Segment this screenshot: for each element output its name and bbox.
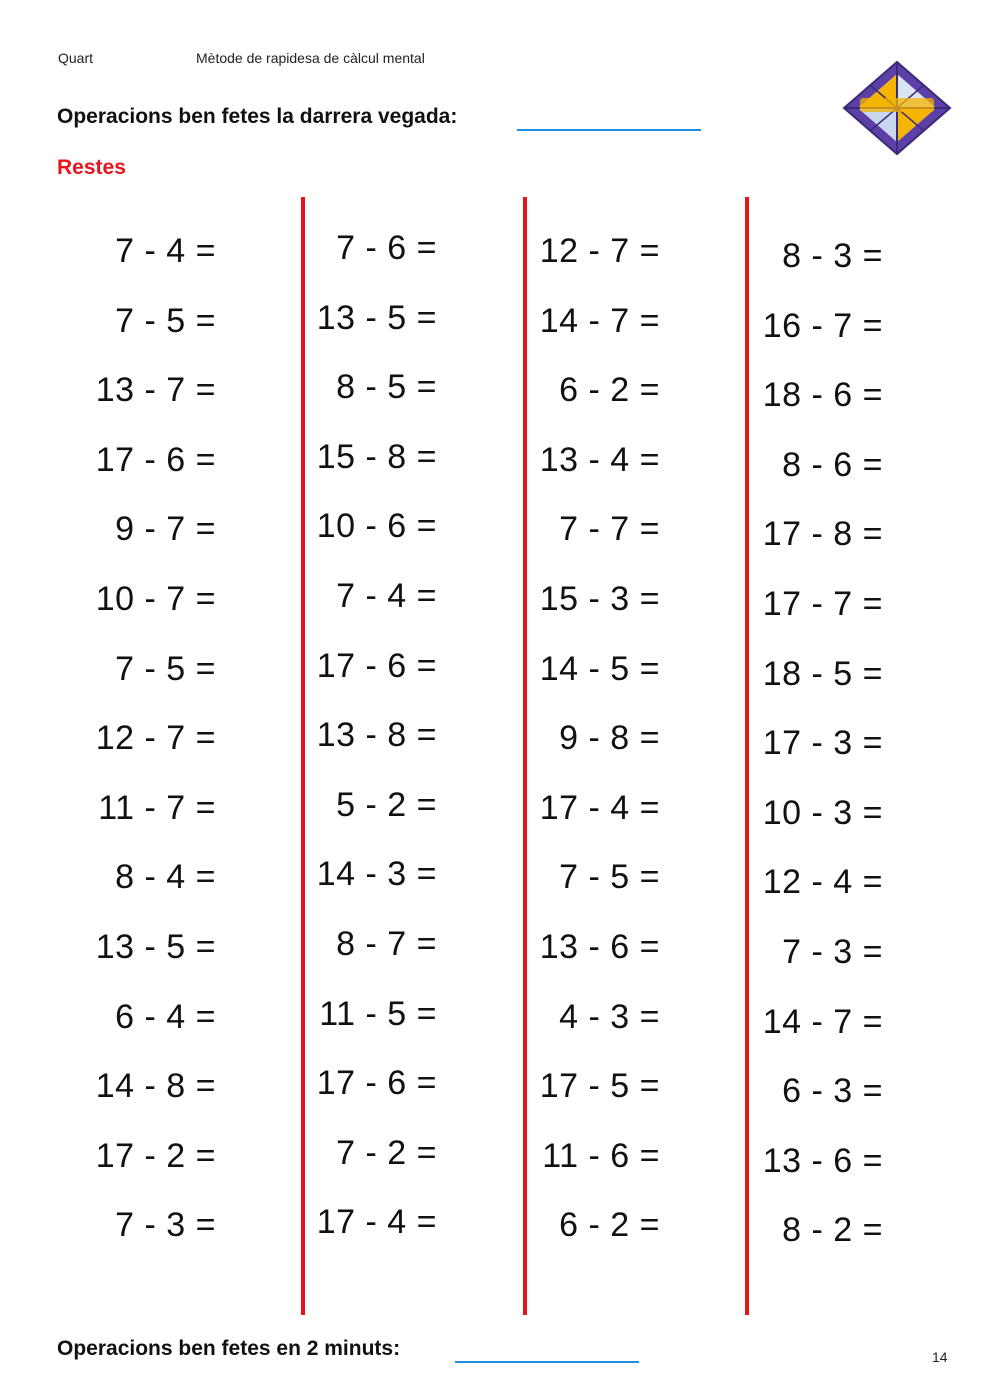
header-method: Mètode de rapidesa de càlcul mental: [196, 50, 425, 66]
subtraction-item: 17 - 6 =: [316, 646, 437, 685]
subtraction-item: 7 - 7 =: [559, 510, 660, 549]
subtraction-item: 13 - 8 =: [316, 716, 437, 755]
subtraction-item: 8 - 3 =: [782, 237, 883, 275]
subtraction-item: 8 - 2 =: [782, 1211, 883, 1250]
subtraction-item: 10 - 6 =: [316, 507, 437, 546]
subtraction-item: 6 - 4 =: [115, 997, 216, 1036]
section-title: Restes: [57, 156, 126, 179]
subtraction-item: 7 - 6 =: [336, 229, 437, 267]
subtraction-item: 7 - 5 =: [115, 301, 216, 340]
subtraction-item: 11 - 6 =: [542, 1136, 660, 1175]
subtraction-item: 11 - 7 =: [98, 788, 216, 827]
subtraction-item: 14 - 8 =: [95, 1067, 216, 1106]
subtraction-item: 17 - 6 =: [316, 1064, 437, 1103]
subtraction-item: 6 - 2 =: [559, 371, 660, 410]
subtraction-item: 11 - 5 =: [319, 994, 437, 1033]
subtraction-item: 10 - 3 =: [762, 793, 883, 832]
subtraction-item: 17 - 5 =: [539, 1067, 660, 1106]
previous-result-label: Operacions ben fetes la darrera vegada:: [57, 105, 458, 128]
subtraction-item: 13 - 5 =: [95, 928, 216, 966]
subtraction-item: 14 - 7 =: [762, 1002, 883, 1041]
subtraction-item: 17 - 3 =: [762, 724, 883, 763]
subtraction-item: 6 - 2 =: [559, 1206, 660, 1245]
subtraction-item: 4 - 3 =: [559, 997, 660, 1036]
subtraction-item: 17 - 2 =: [95, 1136, 216, 1175]
subtraction-item: 7 - 2 =: [336, 1133, 437, 1172]
subtraction-item: 7 - 4 =: [115, 232, 216, 270]
subtraction-item: 7 - 3 =: [115, 1206, 216, 1245]
subtraction-item: 8 - 4 =: [115, 858, 216, 897]
subtraction-item: 10 - 7 =: [95, 580, 216, 618]
subtraction-item: 17 - 7 =: [762, 585, 883, 623]
final-result-label: Operacions ben fetes en 2 minuts:: [57, 1337, 401, 1360]
diamond-logo-icon: [842, 60, 952, 156]
subtraction-item: 8 - 6 =: [782, 445, 883, 484]
subtraction-item: 17 - 8 =: [762, 515, 883, 554]
subtraction-item: 12 - 4 =: [762, 863, 883, 902]
column-divider: [301, 197, 305, 1315]
subtraction-item: 17 - 4 =: [539, 788, 660, 827]
subtraction-item: 18 - 5 =: [762, 654, 883, 693]
subtraction-item: 14 - 3 =: [316, 855, 437, 894]
subtraction-item: 16 - 7 =: [762, 306, 883, 345]
subtraction-item: 13 - 6 =: [539, 928, 660, 966]
subtraction-item: 15 - 3 =: [539, 580, 660, 618]
subtraction-item: 9 - 7 =: [115, 510, 216, 549]
subtraction-item: 6 - 3 =: [782, 1072, 883, 1111]
subtraction-item: 8 - 7 =: [336, 925, 437, 963]
subtraction-item: 13 - 7 =: [95, 371, 216, 410]
subtraction-item: 5 - 2 =: [336, 785, 437, 824]
subtraction-item: 13 - 4 =: [539, 440, 660, 479]
subtraction-item: 13 - 5 =: [316, 298, 437, 337]
subtraction-item: 7 - 4 =: [336, 577, 437, 615]
subtraction-item: 9 - 8 =: [559, 719, 660, 758]
subtraction-item: 14 - 7 =: [539, 301, 660, 340]
subtraction-item: 17 - 4 =: [316, 1203, 437, 1242]
subtraction-item: 13 - 6 =: [762, 1141, 883, 1180]
subtraction-item: 7 - 5 =: [115, 649, 216, 688]
subtraction-item: 14 - 5 =: [539, 649, 660, 688]
subtraction-item: 12 - 7 =: [95, 719, 216, 758]
header-grade: Quart: [58, 50, 94, 66]
subtraction-item: 7 - 5 =: [559, 858, 660, 897]
column-divider: [523, 197, 527, 1315]
final-result-blank[interactable]: [455, 1361, 639, 1363]
subtraction-item: 15 - 8 =: [316, 437, 437, 476]
subtraction-item: 17 - 6 =: [95, 440, 216, 479]
subtraction-item: 7 - 3 =: [782, 933, 883, 971]
subtraction-item: 8 - 5 =: [336, 368, 437, 407]
page-number: 14: [932, 1349, 948, 1365]
column-divider: [745, 197, 749, 1315]
previous-result-blank[interactable]: [517, 129, 701, 131]
subtraction-item: 12 - 7 =: [539, 232, 660, 270]
subtraction-item: 18 - 6 =: [762, 376, 883, 415]
